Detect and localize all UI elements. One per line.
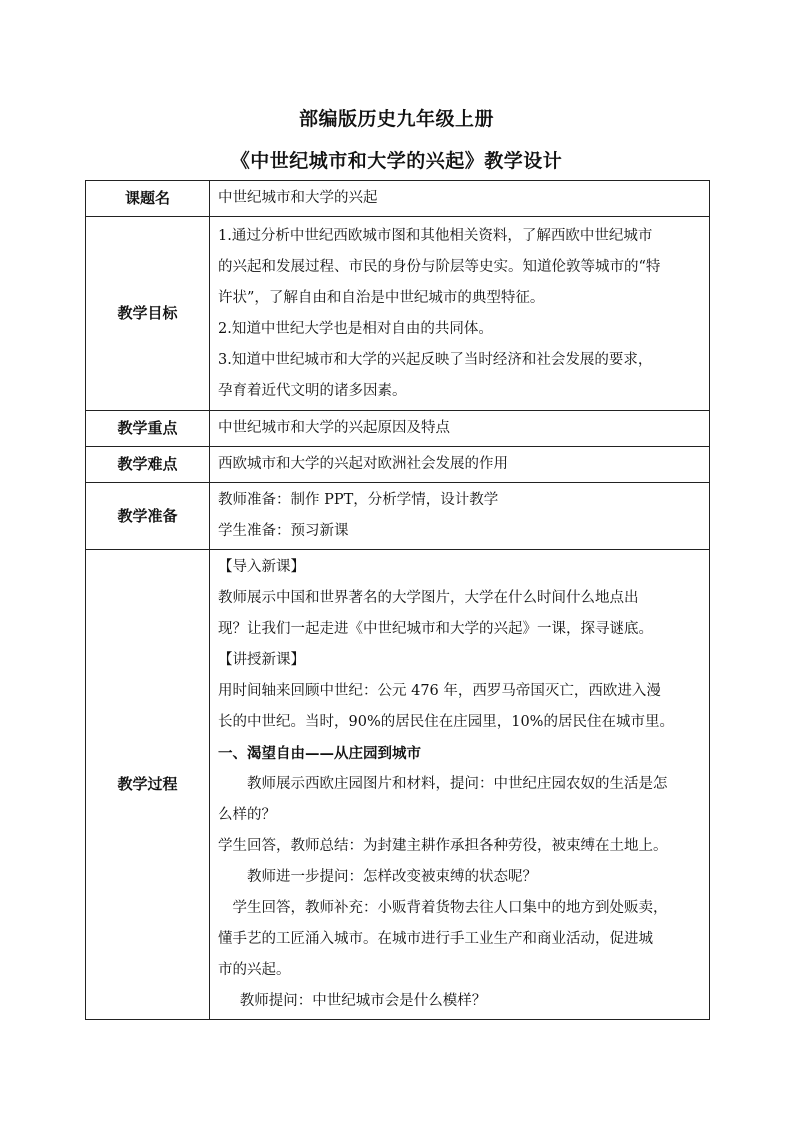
section-heading-intro: 【导入新课】 <box>218 559 305 575</box>
row-content-key-points: 中世纪城市和大学的兴起原因及特点 <box>210 411 710 447</box>
goal-line: 3.知道中世纪城市和大学的兴起反映了当时经济和社会发展的要求， <box>218 351 653 368</box>
process-line: 长的中世纪。当时，90%的居民住在庄园里，10%的居民住在城市里。 <box>218 714 674 730</box>
lesson-plan-table <box>85 180 710 1020</box>
process-line: 教师展示西欧庄园图片和材料，提问：中世纪庄园农奴的生活是怎 <box>247 776 668 792</box>
process-line: 用时间轴来回顾中世纪：公元 476 年，西罗马帝国灭亡，西欧进入漫 <box>218 683 661 699</box>
subsection-heading: 一、渴望自由——从庄园到城市 <box>218 745 421 762</box>
row-label-key-points: 教学重点 <box>86 411 210 447</box>
process-line: 教师提问：中世纪城市会是什么模样？ <box>239 993 487 1009</box>
row-content-difficulties: 西欧城市和大学的兴起对欧洲社会发展的作用 <box>210 447 710 483</box>
row-label-process: 教学过程 <box>86 550 210 1020</box>
process-line: 现？让我们一起走进《中世纪城市和大学的兴起》一课，探寻谜底。 <box>218 621 653 637</box>
table-row-topic <box>86 181 710 217</box>
preparation-line: 学生准备：预习新课 <box>218 523 349 539</box>
table-row-key-points <box>86 411 710 447</box>
goal-line: 的兴起和发展过程、市民的身份与阶层等史实。知道伦敦等城市的“特 <box>218 258 661 275</box>
row-label-difficulties: 教学难点 <box>86 447 210 483</box>
row-content-goals <box>210 217 710 411</box>
row-label-preparation: 教学准备 <box>86 483 210 550</box>
row-content-process <box>210 550 710 1020</box>
document-subtitle: 《中世纪城市和大学的兴起》教学设计 <box>230 150 563 172</box>
table-row-preparation <box>86 483 710 550</box>
process-line: 么样的？ <box>218 807 276 823</box>
row-content-preparation <box>210 483 710 550</box>
goal-line: 许状”，了解自由和自治是中世纪城市的典型特征。 <box>218 289 545 306</box>
document-title: 部编版历史九年级上册 <box>298 108 494 130</box>
process-line: 教师进一步提问：怎样改变被束缚的状态呢？ <box>247 869 537 885</box>
process-line: 学生回答，教师总结：为封建主耕作承担各种劳役，被束缚在土地上。 <box>218 838 668 854</box>
table-row-process <box>86 550 710 1020</box>
process-line: 市的兴起。 <box>218 962 291 978</box>
section-heading-new-lesson: 【讲授新课】 <box>218 652 305 668</box>
goal-line: 孕育着近代文明的诸多因素。 <box>218 382 407 399</box>
goal-line: 1.通过分析中世纪西欧城市图和其他相关资料，了解西欧中世纪城市 <box>218 227 653 244</box>
goal-line: 2.知道中世纪大学也是相对自由的共同体。 <box>218 320 493 337</box>
process-line: 懂手艺的工匠涌入城市。在城市进行手工业生产和商业活动，促进城 <box>218 931 653 947</box>
row-label-goals: 教学目标 <box>86 217 210 411</box>
process-line: 学生回答，教师补充：小贩背着货物去往人口集中的地方到处贩卖， <box>232 900 668 916</box>
table-row-goals <box>86 217 710 411</box>
process-line: 教师展示中国和世界著名的大学图片，大学在什么时间什么地点出 <box>218 590 639 606</box>
preparation-line: 教师准备：制作 PPT，分析学情，设计教学 <box>218 492 499 508</box>
row-content-topic: 中世纪城市和大学的兴起 <box>210 181 710 217</box>
table-row-difficulties <box>86 447 710 483</box>
row-label-topic: 课题名 <box>86 181 210 217</box>
